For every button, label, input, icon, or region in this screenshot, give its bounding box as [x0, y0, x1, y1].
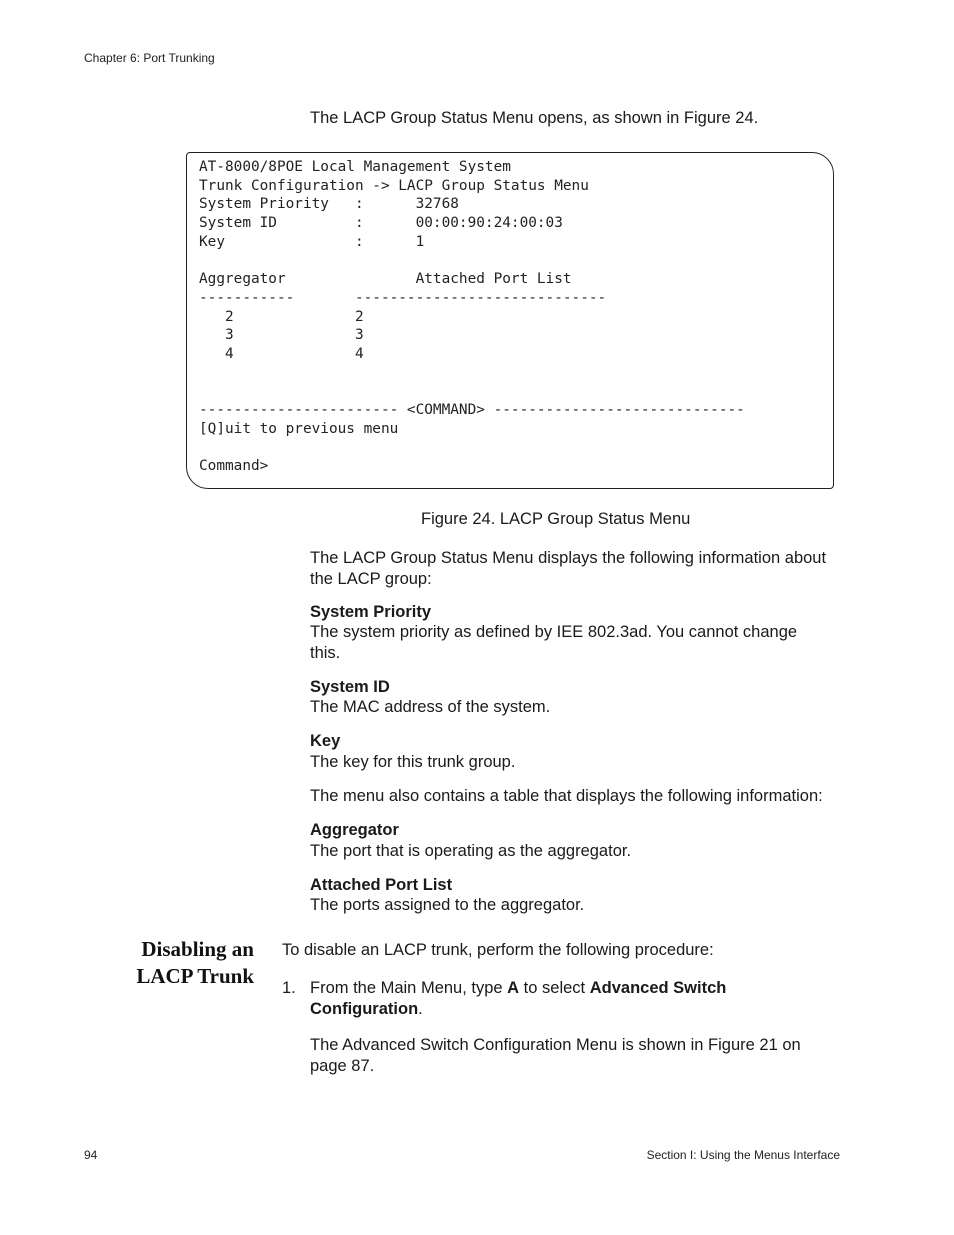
intro-paragraph: The LACP Group Status Menu opens, as shown in Figure 24.	[310, 109, 759, 127]
section-heading-line2: LACP Trunk	[136, 964, 254, 988]
term-attached-port-list: Attached Port List	[310, 876, 453, 894]
term-system-priority: System Priority	[310, 603, 432, 621]
def-system-id: The MAC address of the system.	[310, 698, 551, 716]
step-1-post: .	[418, 1000, 423, 1018]
terminal-line: System ID : 00:00:90:24:00:03	[199, 215, 563, 232]
terminal-line: Trunk Configuration -> LACP Group Status Menu	[199, 177, 589, 194]
terminal-line: System Priority : 32768	[199, 196, 459, 213]
terminal-line: 2 2	[199, 308, 364, 325]
term-aggregator: Aggregator	[310, 821, 399, 839]
step-1-pre: From the Main Menu, type	[310, 979, 508, 997]
def-attached-port-list: The ports assigned to the aggregator.	[310, 896, 585, 914]
section-heading	[80, 936, 254, 990]
term-system-id: System ID	[310, 678, 390, 696]
terminal-line	[199, 364, 745, 383]
terminal-line	[199, 382, 745, 401]
description-lead: The LACP Group Status Menu displays the following information about the LACP group:	[310, 549, 827, 588]
step-1-text	[310, 978, 830, 1020]
terminal-line: 3 3	[199, 327, 364, 344]
step-1-note: The Advanced Switch Configuration Menu is shown in Figure 21 on page 87.	[310, 1036, 801, 1075]
step-number: 1.	[282, 979, 296, 997]
terminal-screen-text	[199, 158, 745, 476]
running-footer: Section I: Using the Menus Interface	[646, 1148, 840, 1162]
running-header: Chapter 6: Port Trunking	[84, 51, 215, 65]
terminal-line: [Q]uit to previous menu	[199, 420, 399, 437]
terminal-line: Command>	[199, 458, 269, 474]
section-intro: To disable an LACP trunk, perform the following procedure:	[282, 941, 714, 959]
page-number: 94	[84, 1148, 98, 1162]
step-1-menu-name: Advanced Switch Configuration	[310, 979, 727, 1018]
step-1-key: A	[507, 979, 520, 997]
terminal-line: 4 4	[199, 345, 364, 362]
terminal-line: ----------------------- <COMMAND> -----------------------------	[199, 401, 745, 418]
terminal-line: Key : 1	[199, 233, 425, 250]
terminal-line	[199, 251, 745, 270]
terminal-line: AT-8000/8POE Local Management System	[199, 159, 511, 175]
terminal-line	[199, 438, 745, 457]
term-key: Key	[310, 732, 341, 750]
step-1-mid: to select	[519, 979, 590, 997]
table-lead: The menu also contains a table that displays the following information:	[310, 787, 823, 805]
def-system-priority: The system priority as defined by IEE 802.3ad. You cannot change this.	[310, 623, 798, 662]
def-key: The key for this trunk group.	[310, 753, 516, 771]
section-heading-line1: Disabling an	[141, 937, 254, 961]
def-aggregator: The port that is operating as the aggregator.	[310, 842, 632, 860]
figure-caption: Figure 24. LACP Group Status Menu	[421, 510, 691, 528]
terminal-line: ----------- -----------------------------	[199, 289, 607, 306]
terminal-line: Aggregator Attached Port List	[199, 271, 572, 288]
